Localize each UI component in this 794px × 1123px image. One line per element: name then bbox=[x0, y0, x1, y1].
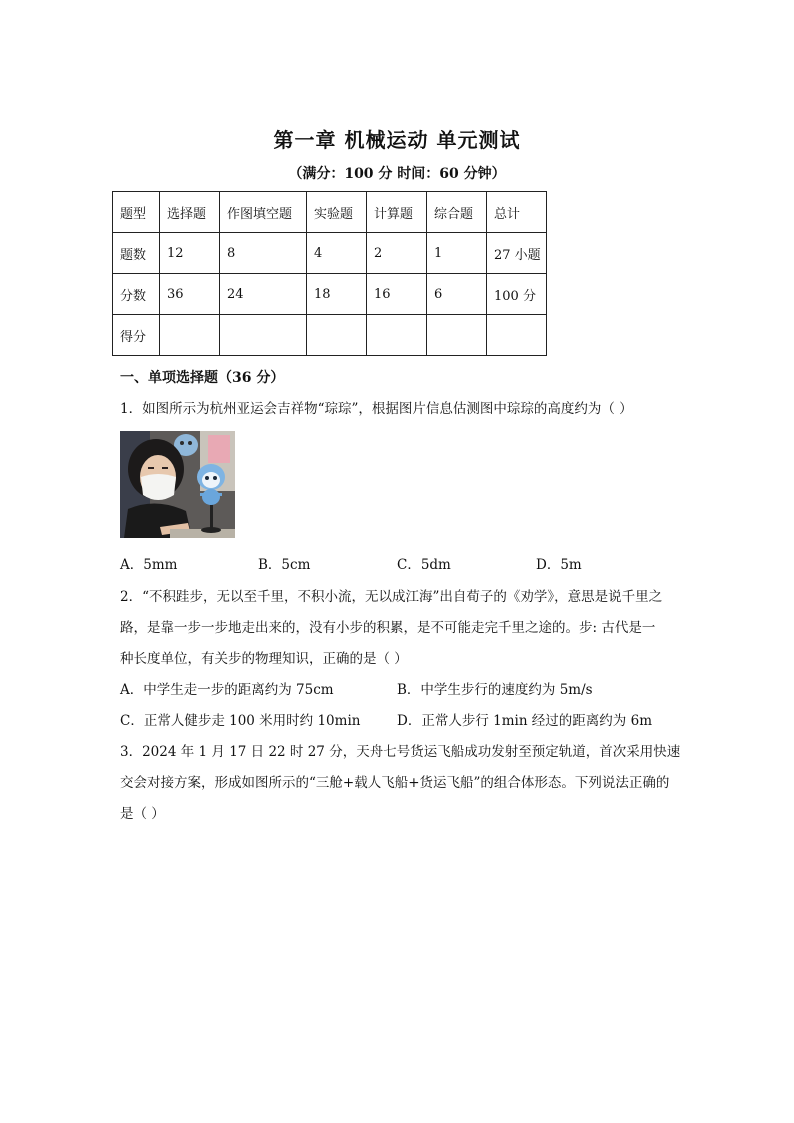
score-input-cell bbox=[487, 315, 547, 356]
table-cell: 分数 bbox=[113, 274, 160, 315]
question-2-line-2: 路，是靠一步一步地走出来的，没有小步的积累，是不可能走完千里之途的。步: 古代是一 bbox=[120, 620, 656, 636]
question-2-option-a: A．中学生走一步的距离约为 75cm bbox=[120, 682, 334, 698]
table-row bbox=[113, 233, 547, 274]
question-3-line-2: 交会对接方案，形成如图所示的“三舱+载人飞船+货运飞船”的组合体形态。下列说法正确的 bbox=[120, 775, 670, 791]
table-cell: 27 小题 bbox=[487, 233, 547, 274]
table-cell: 36 bbox=[160, 274, 220, 315]
table-cell: 16 bbox=[367, 274, 427, 315]
table-cell: 12 bbox=[160, 233, 220, 274]
table-row bbox=[113, 192, 547, 233]
question-2-option-b: B．中学生步行的速度约为 5m/s bbox=[397, 682, 593, 698]
table-row bbox=[113, 315, 547, 356]
question-2-option-c: C．正常人健步走 100 米用时约 10min bbox=[120, 713, 361, 729]
score-input-cell bbox=[307, 315, 367, 356]
photo-person-with-mascot-icon bbox=[120, 431, 235, 538]
page-title: 第一章 机械运动 单元测试 bbox=[273, 128, 521, 152]
table-cell: 题型 bbox=[113, 192, 160, 233]
table-cell: 作图填空题 bbox=[220, 192, 307, 233]
question-1-stem: 1．如图所示为杭州亚运会吉祥物“琮琮”，根据图片信息估测图中琮琮的高度约为（ ） bbox=[120, 401, 633, 417]
question-1-option-d: D．5m bbox=[536, 557, 582, 573]
question-2-line-3: 种长度单位，有关步的物理知识，正确的是（ ） bbox=[120, 651, 408, 667]
table-cell: 题数 bbox=[113, 233, 160, 274]
question-1-option-b: B．5cm bbox=[258, 557, 311, 573]
table-cell: 综合题 bbox=[427, 192, 487, 233]
table-cell: 计算题 bbox=[367, 192, 427, 233]
table-cell: 100 分 bbox=[487, 274, 547, 315]
table-cell: 4 bbox=[307, 233, 367, 274]
table-cell: 6 bbox=[427, 274, 487, 315]
question-1-option-c: C．5dm bbox=[397, 557, 451, 573]
score-input-cell bbox=[427, 315, 487, 356]
score-input-cell bbox=[160, 315, 220, 356]
score-input-cell bbox=[220, 315, 307, 356]
table-cell: 8 bbox=[220, 233, 307, 274]
score-input-cell bbox=[367, 315, 427, 356]
table-cell: 总计 bbox=[487, 192, 547, 233]
table-row bbox=[113, 274, 547, 315]
question-2-line-1: 2．“不积跬步，无以至千里，不积小流，无以成江海”出自荀子的《劝学》，意思是说千里之 bbox=[120, 589, 663, 605]
table-cell: 1 bbox=[427, 233, 487, 274]
table-cell: 实验题 bbox=[307, 192, 367, 233]
table-cell: 24 bbox=[220, 274, 307, 315]
question-2-option-d: D．正常人步行 1min 经过的距离约为 6m bbox=[397, 713, 652, 729]
question-3-line-1: 3．2024 年 1 月 17 日 22 时 27 分，天舟七号货运飞船成功发射至预定轨道，首次采用快速 bbox=[120, 744, 681, 760]
section-heading: 一、单项选择题（36 分） bbox=[120, 370, 285, 386]
question-1-option-a: A．5mm bbox=[120, 557, 178, 573]
score-table bbox=[112, 191, 547, 356]
page-subtitle: （满分：100 分 时间：60 分钟） bbox=[288, 166, 506, 182]
table-cell: 2 bbox=[367, 233, 427, 274]
table-cell: 18 bbox=[307, 274, 367, 315]
question-3-line-3: 是（ ） bbox=[120, 806, 165, 822]
table-cell: 选择题 bbox=[160, 192, 220, 233]
table-cell: 得分 bbox=[113, 315, 160, 356]
